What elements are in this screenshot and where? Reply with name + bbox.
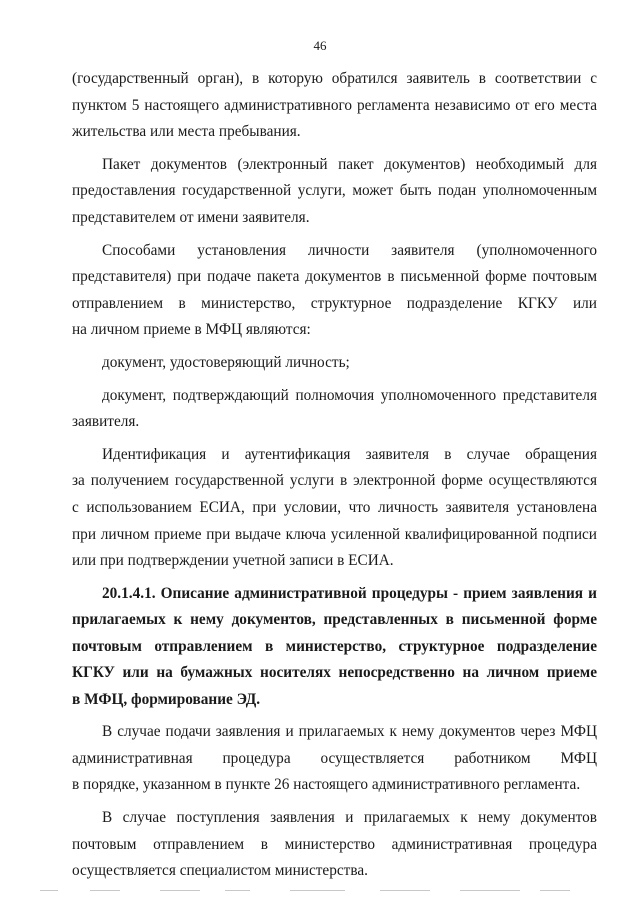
text-line: почтовым отправлением в министерство, структурное подразделение <box>72 637 597 655</box>
text-line: или при подтверждении учетной записи в ЕСИА. <box>72 552 394 570</box>
page-number: 46 <box>313 38 327 53</box>
text-line: жительства или места пребывания. <box>72 123 301 141</box>
text-line: документ, подтверждающий полномочия уполномоченного представителя <box>102 386 597 404</box>
text-line: в порядке, указанном в пункте 26 настоящего административного регламента. <box>72 776 581 794</box>
text-line: Идентификация и аутентификация заявителя в случае обращения <box>102 445 597 463</box>
text-line: в МФЦ, формирование ЭД. <box>72 690 261 708</box>
paragraph-8 <box>72 719 597 799</box>
scan-artifacts <box>40 890 600 894</box>
text-line: заявителя. <box>72 413 140 431</box>
paragraph-9 <box>72 805 597 885</box>
paragraph-2 <box>72 152 597 232</box>
text-line: отправлением в министерство, структурное подразделение КГКУ или <box>72 294 597 312</box>
text-line: В случае подачи заявления и прилагаемых к нему документов через МФЦ <box>102 723 597 741</box>
paragraph-5 <box>72 383 597 436</box>
text-line: пунктом 5 настоящего административного регламента независимо от его места <box>72 96 597 114</box>
text-line: 20.1.4.1. Описание административной процедуры - прием заявления и <box>102 584 597 602</box>
text-line: осуществляется специалистом министерства. <box>72 862 368 880</box>
paragraph-4 <box>72 350 597 377</box>
text-line: КГКУ или на бумажных носителях непосредственно на личном приеме <box>72 664 597 682</box>
text-line: В случае поступления заявления и прилагаемых к нему документов <box>102 808 597 826</box>
text-line: прилагаемых к нему документов, представленных в письменной форме <box>72 611 597 629</box>
text-line: на личном приеме в МФЦ являются: <box>72 321 311 339</box>
paragraph-1 <box>72 66 597 146</box>
text-line: представителем от имени заявителя. <box>72 208 310 226</box>
paragraph-3 <box>72 238 597 344</box>
text-line: Пакет документов (электронный пакет документов) необходимый для <box>102 155 597 173</box>
text-line: административная процедура осуществляется работником МФЦ <box>72 749 597 767</box>
document-body <box>72 66 597 891</box>
section-heading-20-1-4-1 <box>72 581 597 714</box>
text-line: (государственный орган), в которую обратился заявитель в соответствии с <box>72 70 597 87</box>
text-line: Способами установления личности заявителя (уполномоченного <box>102 241 597 259</box>
text-line: документ, удостоверяющий личность; <box>102 353 350 371</box>
text-line: с использованием ЕСИА, при условии, что личность заявителя установлена <box>72 498 597 516</box>
text-line: почтовым отправлением в министерство административная процедура <box>72 835 597 853</box>
text-line: за получением государственной услуги в электронной форме осуществляются <box>72 472 597 490</box>
text-line: предоставления государственной услуги, может быть подан уполномоченным <box>72 182 597 200</box>
text-line: представителя) при подаче пакета документов в письменной форме почтовым <box>72 268 597 286</box>
paragraph-6 <box>72 442 597 575</box>
text-line: при личном приеме при выдаче ключа усиленной квалифицированной подписи <box>72 525 597 543</box>
